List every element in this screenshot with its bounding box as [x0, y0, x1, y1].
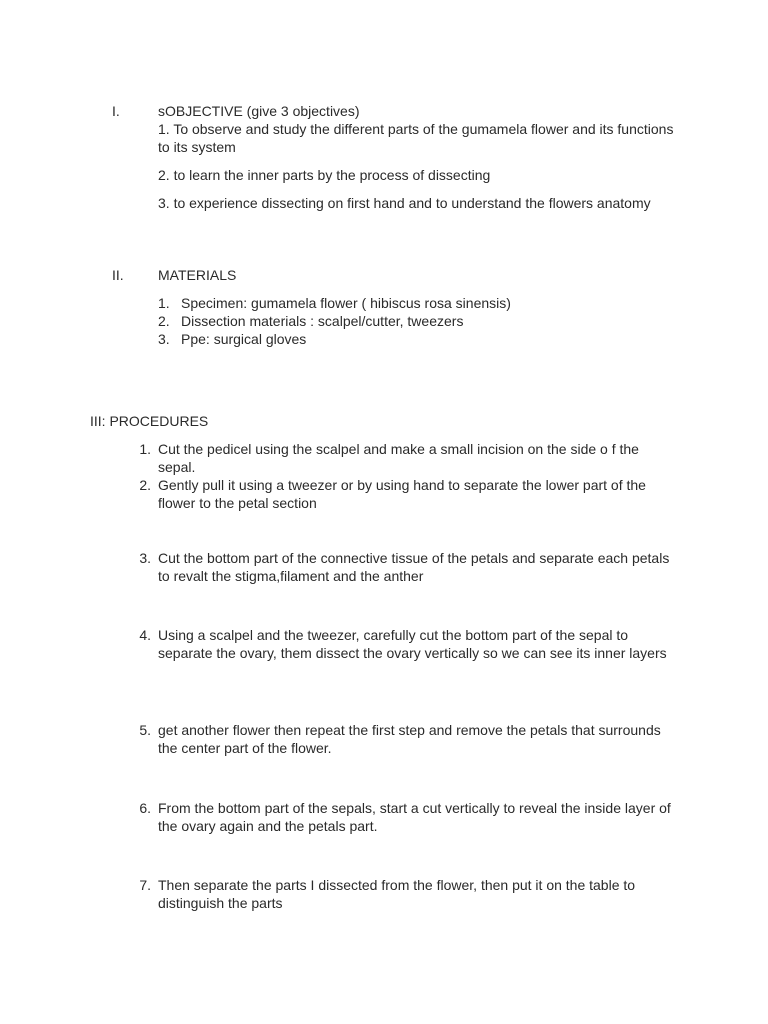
- list-number: 6.: [139, 800, 151, 816]
- section-title-procedures: III: PROCEDURES: [90, 413, 209, 429]
- list-number: 4.: [139, 627, 151, 643]
- list-number: 2.: [158, 313, 170, 329]
- objective-item: 2. to learn the inner parts by the process of dissecting: [158, 167, 491, 183]
- section-numeral: I.: [112, 103, 120, 119]
- procedure-step: Cut the bottom part of the connective tissue of the petals and separate each petals to revalt the stigma,filament and the anther: [158, 550, 670, 584]
- objective-item: 3. to experience dissecting on first hand and to understand the flowers anatomy: [158, 195, 651, 211]
- list-number: 1.: [139, 441, 151, 457]
- procedure-step: Using a scalpel and the tweezer, carefully cut the bottom part of the sepal to separate the ovary, them dissect the ovary vertically so we can see its inner layers: [158, 627, 667, 661]
- list-number: 5.: [139, 722, 151, 738]
- list-number: 3.: [158, 331, 170, 347]
- procedure-step: get another flower then repeat the first step and remove the petals that surrounds the center part of the flower.: [158, 722, 661, 756]
- list-number: 7.: [139, 877, 151, 893]
- section-numeral: II.: [112, 267, 124, 283]
- list-number: 2.: [139, 477, 151, 493]
- procedure-step: From the bottom part of the sepals, start a cut vertically to reveal the inside layer of the ovary again and the petals part.: [158, 800, 671, 834]
- section-title-objective: sOBJECTIVE (give 3 objectives): [158, 103, 360, 119]
- procedure-step: Then separate the parts I dissected from the flower, then put it on the table to distinguish the parts: [158, 877, 636, 911]
- list-number: 1.: [158, 295, 170, 311]
- material-item: Specimen: gumamela flower ( hibiscus rosa sinensis): [181, 295, 511, 311]
- procedure-step: Gently pull it using a tweezer or by using hand to separate the lower part of the flower to the petal section: [158, 477, 646, 511]
- material-item: Ppe: surgical gloves: [181, 331, 307, 347]
- list-number: 3.: [139, 550, 151, 566]
- objective-item: 1. To observe and study the different parts of the gumamela flower and its functions to its system: [158, 121, 674, 155]
- material-item: Dissection materials : scalpel/cutter, tweezers: [181, 313, 464, 329]
- section-title-materials: MATERIALS: [158, 267, 237, 283]
- procedure-step: Cut the pedicel using the scalpel and make a small incision on the side o f the sepal.: [158, 441, 639, 475]
